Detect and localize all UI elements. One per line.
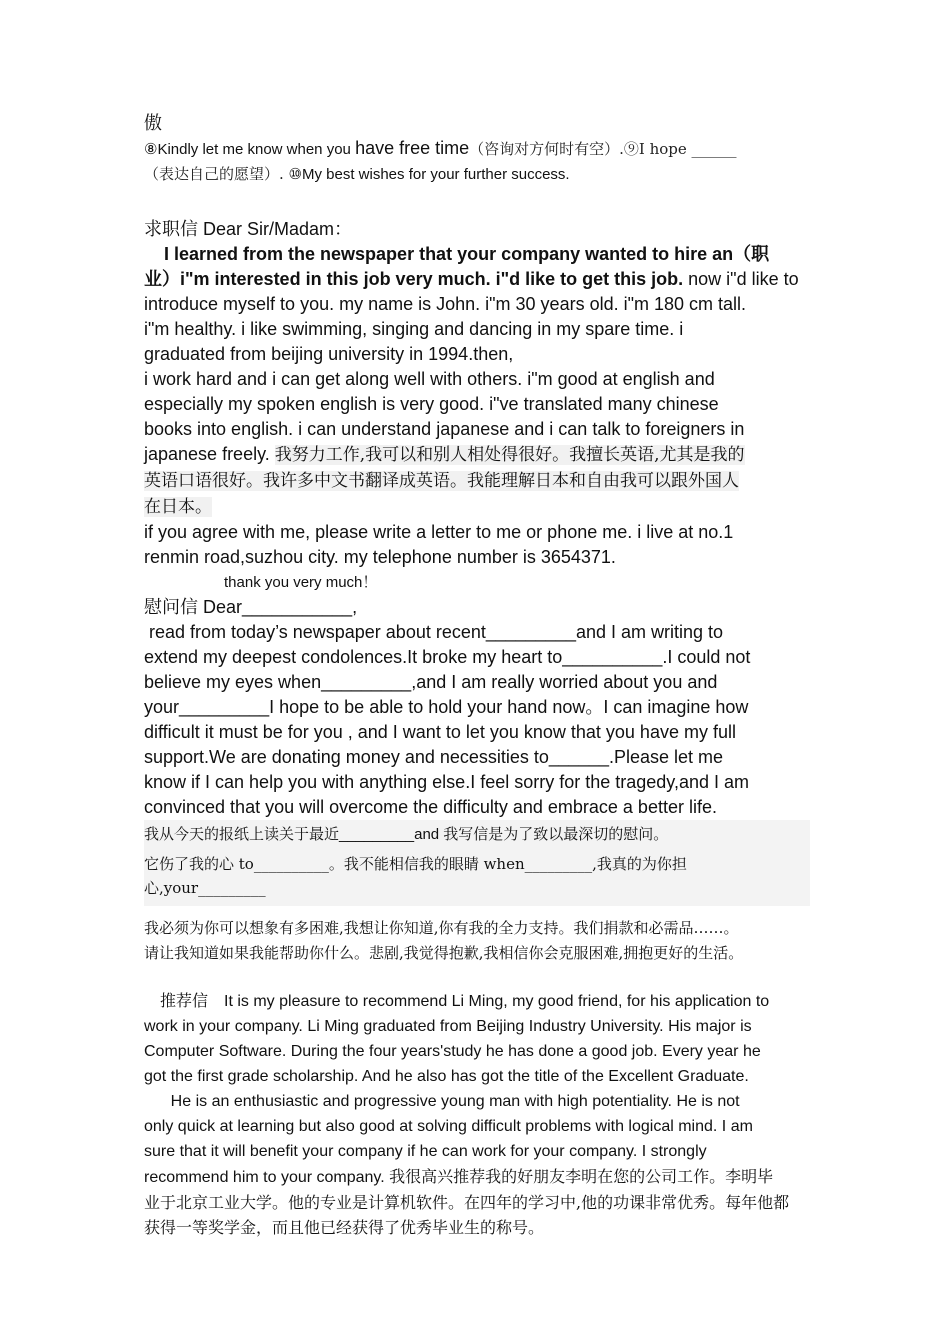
condolence-title: 慰问信 <box>144 597 198 618</box>
recommend-line: Computer Software. During the four years'study he has done a good job. Every year he <box>144 1043 761 1060</box>
recommendation-section <box>144 988 808 1240</box>
condolence-line: convinced that you will overcome the difficulty and embrace a better life. <box>144 797 717 817</box>
job-contact-line: renmin road,suzhou city. my telephone number is 3654371. <box>144 547 616 567</box>
intro-section <box>144 112 808 187</box>
job-title-line <box>144 217 808 242</box>
job-line: introduce myself to you. my name is John. i"m 30 years old. i"m 180 cm tall. <box>144 294 747 314</box>
condolence-cn-row: 心,your_________ <box>144 879 266 897</box>
job-line-mixed: japanese freely. 我努力工作,我可以和别人相处得很好。我擅长英语,尤其是我的 <box>144 444 745 465</box>
job-bold-line-2: 业）i"m interested in this job very much. i"d like to get this job. now i"d like to <box>144 269 799 289</box>
job-thanks: thank you very much！ <box>224 574 378 591</box>
recommend-line-cn: 获得一等奖学金，而且他已经获得了优秀毕业生的称号。 <box>144 1218 545 1237</box>
condolence-translation-box <box>144 820 810 906</box>
recommend-line: got the first grade scholarship. And he also has got the title of the Excellent Graduate. <box>144 1068 749 1085</box>
recommend-line: sure that it will benefit your company if he can work for your company. I strongly <box>144 1143 707 1160</box>
job-greeting: Dear Sir/Madam： <box>198 219 353 239</box>
condolence-title-line <box>144 595 808 620</box>
job-line: i work hard and i can get along well with others. i"m good at english and <box>144 369 715 389</box>
recommend-first-line: 推荐信 It is my pleasure to recommend Li Ming, my good friend, for his application to <box>144 988 808 1014</box>
condolence-cn-row: 它伤了我的心 to__________。我不能相信我的眼睛 when_________,我真的为你担 <box>144 855 687 873</box>
recommend-title: 推荐信 <box>160 991 209 1010</box>
condolence-section <box>144 595 808 966</box>
job-line-cn: 在日本。 <box>144 497 212 517</box>
condolence-cn-paragraph: 我必须为你可以想象有多困难,我想让你知道,你有我的全力支持。我们捐款和必需品……。 请让我知道如果我能帮助你什么。悲剧,我觉得抱歉,我相信你会克服困难,拥抱更好的生活。 <box>144 919 744 962</box>
job-bold-line-1: I learned from the newspaper that your company wanted to hire an（职 <box>144 244 770 264</box>
condolence-greeting: Dear___________, <box>198 597 358 617</box>
job-contact-line: if you agree with me, please write a letter to me or phone me. i live at no.1 <box>144 522 734 542</box>
job-line: especially my spoken english is very good. i"ve translated many chinese <box>144 394 719 414</box>
job-line-cn: 英语口语很好。我许多中文书翻译成英语。我能理解日本和自由我可以跟外国人 <box>144 471 739 491</box>
condolence-line: support.We are donating money and necessities to______.Please let me <box>144 747 724 767</box>
document-page <box>144 112 808 1240</box>
recommend-line-mixed: recommend him to your company. 我很高兴推荐我的好朋友李明在您的公司工作。李明毕 <box>144 1167 774 1186</box>
job-line: books into english. i can understand japanese and i can talk to foreigners in <box>144 419 745 439</box>
recommend-line: He is an enthusiastic and progressive young man with high potentiality. He is not <box>144 1093 740 1110</box>
job-title: 求职信 <box>144 219 198 240</box>
intro-line-3: （表达自己的愿望）. ⑩My best wishes for your further success. <box>144 165 570 183</box>
intro-line-2: ⑧Kindly let me know when you have free time（咨询对方何时有空）.⑨I hope ______ <box>144 138 737 158</box>
condolence-line: read from today’s newspaper about recent_________and I am writing to <box>144 622 724 642</box>
condolence-line: know if I can help you with anything else.I feel sorry for the tragedy,and I am <box>144 772 749 792</box>
condolence-line: extend my deepest condolences.It broke my heart to__________.I could not <box>144 647 751 667</box>
intro-char: 傲 <box>144 113 162 134</box>
job-line: i"m healthy. i like swimming, singing and dancing in my spare time. i <box>144 319 684 339</box>
job-application-section <box>144 217 808 595</box>
condolence-line: your_________I hope to be able to hold your hand now。I can imagine how <box>144 697 749 717</box>
condolence-line: difficult it must be for you , and I want to let you know that you have my full <box>144 722 736 742</box>
condolence-line: believe my eyes when_________,and I am really worried about you and <box>144 672 718 692</box>
condolence-cn-row: 我从今天的报纸上读关于最近_________and 我写信是为了致以最深切的慰问。 <box>144 825 669 843</box>
recommend-line: only quick at learning but also good at solving difficult problems with logical mind. I am <box>144 1118 753 1135</box>
recommend-line: work in your company. Li Ming graduated from Beijing Industry University. His major is <box>144 1018 752 1035</box>
job-line: graduated from beijing university in 1994.then, <box>144 344 514 364</box>
recommend-line-cn: 业于北京工业大学。他的专业是计算机软件。在四年的学习中,他的功课非常优秀。每年他都 <box>144 1193 790 1212</box>
